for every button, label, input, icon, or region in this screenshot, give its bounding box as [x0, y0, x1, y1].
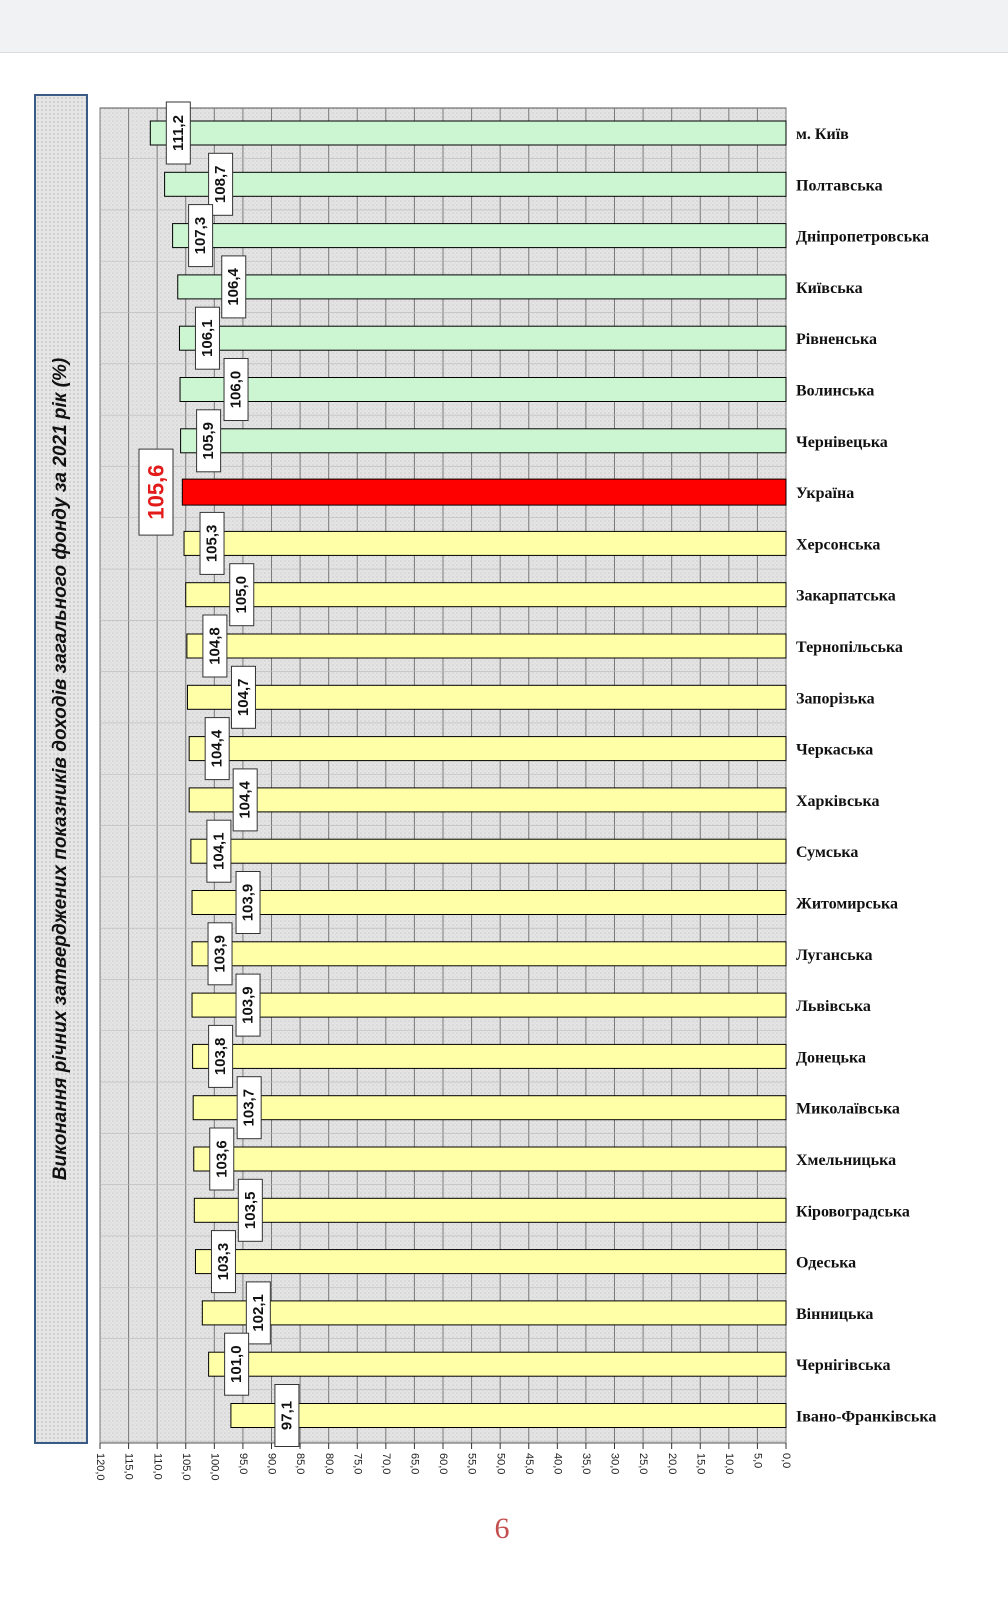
category-label: Чернівецька — [796, 433, 888, 451]
x-tick-label: 50,0 — [494, 1453, 507, 1475]
x-tick-label: 20,0 — [665, 1453, 678, 1475]
category-label: Запорізька — [796, 690, 875, 708]
x-tick-label: 90,0 — [265, 1453, 278, 1475]
value-label: 97,1 — [278, 1400, 296, 1431]
category-label: Дніпропетровська — [796, 228, 930, 246]
x-tick-label: 115,0 — [122, 1453, 135, 1480]
category-label: Хмельницька — [796, 1152, 897, 1169]
category-label: м. Київ — [796, 126, 849, 143]
category-label: Київська — [796, 279, 863, 297]
value-label: 108,7 — [212, 165, 230, 204]
x-tick-label: 10,0 — [722, 1453, 735, 1475]
value-label: 105,0 — [233, 575, 251, 614]
category-labels — [796, 126, 936, 1426]
value-label: 103,9 — [239, 986, 257, 1024]
value-label: 104,4 — [236, 781, 254, 819]
x-tick-label: 80,0 — [322, 1453, 335, 1475]
category-label: Україна — [796, 485, 855, 503]
x-tick-label: 45,0 — [522, 1453, 535, 1475]
bar — [189, 788, 786, 812]
category-label: Тернопільська — [796, 639, 903, 656]
value-label: 105,3 — [203, 524, 221, 563]
x-tick-label: 25,0 — [637, 1453, 650, 1475]
bar — [193, 1096, 786, 1120]
category-label: Вінницька — [796, 1305, 874, 1323]
x-tick-label: 110,0 — [151, 1453, 164, 1480]
bar — [192, 942, 786, 966]
x-tick-label: 40,0 — [551, 1453, 564, 1475]
bar — [150, 121, 786, 145]
category-label: Одеська — [796, 1254, 857, 1272]
value-label: 103,9 — [239, 883, 257, 922]
page-number: 6 — [494, 1512, 510, 1545]
bar — [189, 737, 786, 761]
value-label: 103,3 — [214, 1242, 232, 1281]
value-label: 103,7 — [240, 1088, 258, 1127]
bar — [209, 1352, 786, 1376]
category-label: Чернігівська — [796, 1357, 891, 1375]
x-tick-label: 105,0 — [179, 1453, 192, 1481]
category-label: Черкаська — [796, 741, 874, 759]
bar — [178, 275, 786, 299]
bar — [165, 172, 786, 196]
category-label: Сумська — [796, 844, 859, 862]
value-label: 104,4 — [208, 729, 226, 768]
value-label: 103,6 — [213, 1140, 231, 1178]
value-label: 111,2 — [169, 115, 187, 151]
bar — [182, 479, 786, 505]
bar — [202, 1301, 786, 1325]
value-label: 106,0 — [227, 370, 245, 409]
x-tick-label: 5,0 — [751, 1453, 764, 1469]
bar — [186, 583, 786, 607]
x-tick-label: 60,0 — [437, 1453, 450, 1475]
x-tick-label: 15,0 — [694, 1453, 707, 1475]
bar — [191, 839, 786, 863]
bar — [184, 531, 786, 555]
bar — [192, 993, 786, 1017]
category-label: Кіровоградська — [796, 1203, 910, 1221]
category-label: Закарпатська — [796, 587, 896, 605]
x-tick-label: 55,0 — [465, 1453, 478, 1475]
category-label: Полтавська — [796, 177, 883, 195]
bar — [180, 378, 786, 402]
value-label: 103,5 — [241, 1191, 259, 1230]
value-label: 106,4 — [225, 268, 243, 306]
bar — [231, 1404, 786, 1428]
bar — [187, 685, 786, 709]
x-tick-label: 100,0 — [208, 1453, 221, 1481]
category-label: Житомирська — [796, 895, 898, 913]
value-label: 103,9 — [211, 935, 229, 973]
value-label: 106,1 — [198, 319, 216, 357]
bar — [179, 326, 786, 350]
x-axis-ticks — [94, 1443, 792, 1481]
x-tick-label: 95,0 — [237, 1453, 250, 1475]
category-label: Львівська — [796, 998, 871, 1016]
value-label: 104,7 — [234, 678, 252, 717]
category-label: Херсонська — [796, 536, 881, 554]
bar — [195, 1250, 786, 1274]
bar — [187, 634, 786, 658]
x-tick-label: 35,0 — [580, 1453, 593, 1475]
bar — [193, 1044, 786, 1068]
x-tick-label: 120,0 — [94, 1453, 107, 1481]
value-label: 104,8 — [206, 627, 224, 665]
category-label: Івано-Франківська — [796, 1408, 937, 1426]
x-tick-label: 75,0 — [351, 1453, 364, 1475]
category-label: Харківська — [796, 792, 880, 810]
category-label: Рівненська — [796, 331, 877, 349]
value-label: 107,3 — [192, 216, 210, 255]
bar — [194, 1147, 786, 1171]
bar — [192, 891, 786, 915]
chart-title: Виконання річних затверджених показників доходів загального фонду за 2021 рік (%) — [50, 357, 71, 1181]
bar — [194, 1198, 786, 1222]
bar — [181, 429, 786, 453]
x-tick-label: 0,0 — [780, 1453, 793, 1469]
x-tick-label: 85,0 — [294, 1453, 307, 1475]
x-tick-label: 70,0 — [379, 1453, 392, 1475]
x-tick-label: 65,0 — [408, 1453, 421, 1475]
value-label: 103,8 — [212, 1037, 230, 1076]
value-label: 102,1 — [249, 1294, 267, 1332]
category-label: Волинська — [796, 382, 875, 400]
category-label: Миколаївська — [796, 1100, 900, 1118]
value-label: 104,1 — [210, 832, 228, 870]
category-label: Луганська — [796, 946, 873, 964]
value-label: 105,9 — [200, 422, 218, 460]
category-label: Донецька — [796, 1049, 866, 1067]
value-label: 105,6 — [143, 464, 169, 520]
value-label: 101,0 — [228, 1345, 246, 1383]
x-tick-label: 30,0 — [608, 1453, 621, 1475]
bar — [173, 224, 786, 248]
